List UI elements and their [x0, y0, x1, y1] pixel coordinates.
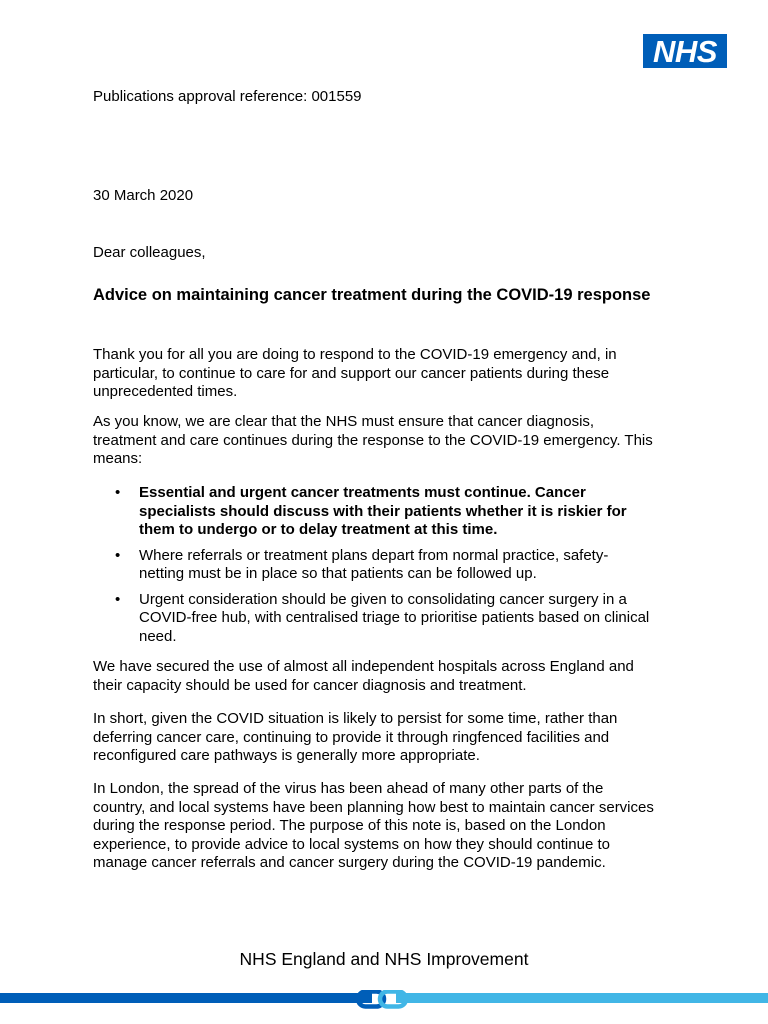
bullet-text: Essential and urgent cancer treatments must continue. Cancer specialists should discuss with their patients whether it is riskier for them to undergo or to delay treatment at this time.: [139, 484, 627, 538]
footer-chain-bar: [0, 990, 768, 1010]
nhs-logo: NHS: [643, 34, 727, 68]
paragraph-in-short: In short, given the COVID situation is likely to persist for some time, rather than deferring cancer care, continuing to provide it through ringfenced facilities and reconfigured care pathways is generally more appropriate.: [93, 710, 618, 764]
bullet-list: [93, 484, 653, 653]
footer-bar-dark: [0, 993, 372, 1003]
letter-title: Advice on maintaining cancer treatment during the COVID-19 response: [93, 286, 651, 304]
paragraph-london: In London, the spread of the virus has been ahead of many other parts of the country, and local systems have been planning how best to maintain cancer services during the response period. The purpose of this note is, based on the London experience, to provide advice to local systems on how they should continue to manage cancer referrals and cancer surgery during the COVID-19 pandemic.: [93, 780, 654, 871]
bullet-dot: •: [115, 546, 121, 564]
salutation: Dear colleagues,: [93, 244, 206, 261]
bullet-text: Urgent consideration should be given to consolidating cancer surgery in a COVID-free hub, with centralised triage to prioritise patients based on clinical need.: [139, 590, 650, 645]
bullet-item: [93, 484, 653, 540]
footer-organisation: NHS England and NHS Improvement: [239, 949, 529, 969]
bullet-item: [93, 547, 653, 584]
paragraph-intro: Thank you for all you are doing to respond to the COVID-19 emergency and, in particular, to continue to care for and support our cancer patients during these unprecedented times.: [93, 346, 617, 400]
bullet-dot: •: [115, 484, 121, 501]
paragraph-independent-hospitals: We have secured the use of almost all independent hospitals across England and their capacity should be used for cancer diagnosis and treatment.: [93, 658, 634, 694]
approval-reference: Publications approval reference: 001559: [93, 88, 362, 105]
footer-bar-light: [396, 993, 768, 1003]
letter-date: 30 March 2020: [93, 187, 194, 204]
paragraph-context: As you know, we are clear that the NHS must ensure that cancer diagnosis, treatment and care continues during the response to the COVID-19 emergency. This means:: [93, 413, 653, 467]
bullet-item: [93, 591, 653, 647]
bullet-dot: •: [115, 590, 121, 608]
bullet-text: Where referrals or treatment plans depart from normal practice, safety-netting must be in place so that patients can be followed up.: [139, 546, 609, 582]
